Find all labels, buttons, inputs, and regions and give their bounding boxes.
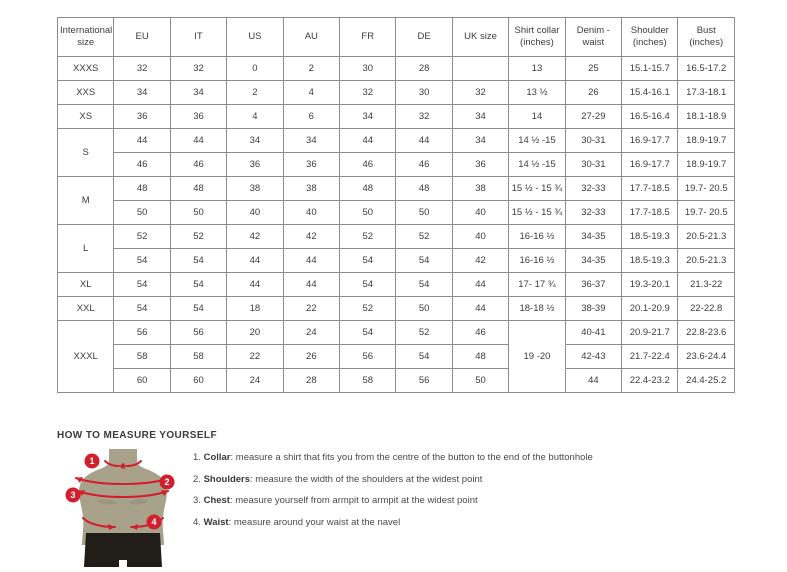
- mannequin-illustration: [59, 449, 187, 567]
- table-cell: 56: [170, 321, 226, 345]
- table-cell: 30-31: [565, 153, 621, 177]
- table-cell: 34: [114, 81, 170, 105]
- table-cell: 54: [396, 273, 452, 297]
- column-header: International size: [58, 18, 114, 57]
- table-cell: 44: [283, 273, 339, 297]
- table-cell: 4: [283, 81, 339, 105]
- table-cell: 46: [170, 153, 226, 177]
- table-cell: 54: [340, 273, 396, 297]
- table-cell: 34: [283, 129, 339, 153]
- badge-1-number: 1: [89, 456, 95, 467]
- table-cell: 22: [227, 345, 283, 369]
- table-cell: 21.3-22: [678, 273, 735, 297]
- column-header: DE: [396, 18, 452, 57]
- table-cell: 38-39: [565, 297, 621, 321]
- table-cell: 17- 17 ¾: [509, 273, 565, 297]
- table-cell: 15 ½ - 15 ¾: [509, 177, 565, 201]
- table-cell: 60: [114, 369, 170, 393]
- table-cell: 20.9-21.7: [622, 321, 678, 345]
- table-cell: 50: [396, 201, 452, 225]
- table-cell: 44: [114, 129, 170, 153]
- table-cell: 46: [114, 153, 170, 177]
- size-table-header-row: [58, 18, 735, 57]
- table-cell: 20.1-20.9: [622, 297, 678, 321]
- table-row: [58, 225, 735, 249]
- table-cell: 44: [340, 129, 396, 153]
- table-cell: XS: [58, 105, 114, 129]
- table-cell: 0: [227, 57, 283, 81]
- table-cell: 46: [396, 153, 452, 177]
- table-cell: 34-35: [565, 225, 621, 249]
- table-row: [58, 369, 735, 393]
- badge-4-number: 4: [151, 517, 157, 528]
- table-cell: 38: [227, 177, 283, 201]
- table-cell: 58: [340, 369, 396, 393]
- table-cell: 13 ½: [509, 81, 565, 105]
- table-cell: 18.9-19.7: [678, 153, 735, 177]
- table-cell: 20: [227, 321, 283, 345]
- table-cell: 24: [227, 369, 283, 393]
- table-cell: 32: [340, 81, 396, 105]
- table-cell: 52: [340, 297, 396, 321]
- measure-item-collar: [193, 452, 593, 463]
- column-header: FR: [340, 18, 396, 57]
- table-cell: 22.4-23.2: [622, 369, 678, 393]
- column-header: US: [227, 18, 283, 57]
- size-table-body: [58, 57, 735, 393]
- table-cell: 15 ½ - 15 ¾: [509, 201, 565, 225]
- table-cell: 34: [227, 129, 283, 153]
- table-cell: 54: [340, 321, 396, 345]
- table-cell: 36-37: [565, 273, 621, 297]
- table-cell: 4: [227, 105, 283, 129]
- table-row: [58, 153, 735, 177]
- table-cell: 14 ½ -15: [509, 153, 565, 177]
- item-text: : measure around your waist at the navel: [228, 516, 401, 528]
- table-cell: 16.9-17.7: [622, 153, 678, 177]
- table-cell: 30: [340, 57, 396, 81]
- table-cell: 23.6-24.4: [678, 345, 735, 369]
- table-cell: 34: [340, 105, 396, 129]
- table-cell: 52: [396, 225, 452, 249]
- table-cell: 18.5-19.3: [622, 249, 678, 273]
- table-cell: 18.9-19.7: [678, 129, 735, 153]
- table-cell: 24: [283, 321, 339, 345]
- table-cell: 56: [396, 369, 452, 393]
- table-cell: 42: [452, 249, 508, 273]
- table-cell: 21.7-22.4: [622, 345, 678, 369]
- table-cell: 13: [509, 57, 565, 81]
- table-cell: 27-29: [565, 105, 621, 129]
- table-cell: 54: [340, 249, 396, 273]
- table-row: [58, 345, 735, 369]
- table-cell: 44: [565, 369, 621, 393]
- measure-item-waist: [193, 517, 593, 528]
- column-header: Denim - waist: [565, 18, 621, 57]
- table-cell: 50: [340, 201, 396, 225]
- table-row: [58, 105, 735, 129]
- item-number: 4.: [193, 516, 201, 528]
- table-row: [58, 201, 735, 225]
- table-cell: 22-22.8: [678, 297, 735, 321]
- table-cell: 16-16 ½: [509, 225, 565, 249]
- table-cell: 54: [170, 273, 226, 297]
- table-cell: 19.7- 20.5: [678, 177, 735, 201]
- table-cell: 58: [114, 345, 170, 369]
- table-cell: 44: [452, 297, 508, 321]
- table-cell: 50: [396, 297, 452, 321]
- column-header: UK size: [452, 18, 508, 57]
- table-cell: 14 ½ -15: [509, 129, 565, 153]
- table-cell: 24.4-25.2: [678, 369, 735, 393]
- item-number: 1.: [193, 452, 201, 463]
- measure-section-title: HOW TO MEASURE YOURSELF: [57, 430, 217, 441]
- table-cell: 22: [283, 297, 339, 321]
- measure-item-chest: [193, 495, 593, 506]
- table-cell: 19.7- 20.5: [678, 201, 735, 225]
- column-header: Shoulder (inches): [622, 18, 678, 57]
- measure-item-shoulders: [193, 474, 593, 485]
- table-cell: 56: [114, 321, 170, 345]
- table-row: [58, 57, 735, 81]
- table-cell: 44: [170, 129, 226, 153]
- table-cell: 32: [170, 57, 226, 81]
- table-cell: 52: [340, 225, 396, 249]
- table-cell: 48: [114, 177, 170, 201]
- item-text: : measure a shirt that fits you from the centre of the button to the end of the buttonhole: [230, 452, 593, 463]
- column-header: EU: [114, 18, 170, 57]
- table-cell: 18: [227, 297, 283, 321]
- table-cell: 60: [170, 369, 226, 393]
- table-cell: 40: [452, 225, 508, 249]
- table-cell: 25: [565, 57, 621, 81]
- table-cell: 52: [396, 321, 452, 345]
- table-cell: 36: [227, 153, 283, 177]
- how-to-measure-section: [57, 430, 757, 567]
- table-cell: 48: [340, 177, 396, 201]
- table-cell: 17.3-18.1: [678, 81, 735, 105]
- table-cell: 42: [227, 225, 283, 249]
- table-cell: 44: [452, 273, 508, 297]
- table-cell: 50: [452, 369, 508, 393]
- table-cell: 56: [340, 345, 396, 369]
- item-number: 3.: [193, 495, 201, 506]
- table-cell: 34-35: [565, 249, 621, 273]
- item-text: : measure yourself from armpit to armpit at the widest point: [229, 495, 478, 506]
- item-term: Chest: [203, 495, 230, 506]
- table-cell: 52: [114, 225, 170, 249]
- table-cell: 48: [170, 177, 226, 201]
- table-cell: XXL: [58, 297, 114, 321]
- table-cell: 30: [396, 81, 452, 105]
- table-cell: 26: [565, 81, 621, 105]
- table-cell: 42-43: [565, 345, 621, 369]
- column-header: IT: [170, 18, 226, 57]
- table-cell: XXS: [58, 81, 114, 105]
- measurement-figure: [59, 449, 187, 567]
- badge-3-number: 3: [70, 490, 76, 501]
- table-cell: 6: [283, 105, 339, 129]
- table-cell: 40-41: [565, 321, 621, 345]
- table-cell: L: [58, 225, 114, 273]
- table-cell: 44: [227, 273, 283, 297]
- table-cell: 20.5-21.3: [678, 249, 735, 273]
- table-cell: 22.8-23.6: [678, 321, 735, 345]
- badge-2-number: 2: [164, 477, 170, 488]
- table-cell: 32: [452, 81, 508, 105]
- table-cell: M: [58, 177, 114, 225]
- item-term: Collar: [203, 452, 231, 463]
- table-cell: 16.9-17.7: [622, 129, 678, 153]
- table-cell: 48: [452, 345, 508, 369]
- mannequin-shorts: [84, 533, 162, 567]
- table-cell: S: [58, 129, 114, 177]
- table-cell: 54: [170, 249, 226, 273]
- table-cell: 54: [114, 249, 170, 273]
- table-cell: 34: [452, 105, 508, 129]
- table-cell: 32: [114, 57, 170, 81]
- size-chart: [57, 17, 735, 393]
- table-cell: 38: [452, 177, 508, 201]
- table-cell: 42: [283, 225, 339, 249]
- table-row: [58, 129, 735, 153]
- table-cell: 36: [114, 105, 170, 129]
- table-cell: 36: [170, 105, 226, 129]
- table-cell: 32-33: [565, 177, 621, 201]
- table-cell: 36: [452, 153, 508, 177]
- table-cell: 48: [396, 177, 452, 201]
- table-row: [58, 273, 735, 297]
- table-cell: 2: [283, 57, 339, 81]
- table-cell: 18-18 ½: [509, 297, 565, 321]
- table-row: [58, 81, 735, 105]
- table-cell: 14: [509, 105, 565, 129]
- table-cell: 19.3-20.1: [622, 273, 678, 297]
- table-cell: 52: [170, 225, 226, 249]
- table-cell: 54: [114, 297, 170, 321]
- table-cell: 17.7-18.5: [622, 177, 678, 201]
- table-cell: 54: [396, 345, 452, 369]
- table-cell: 40: [227, 201, 283, 225]
- item-term: Shoulders: [203, 473, 251, 485]
- table-cell: 50: [170, 201, 226, 225]
- table-cell: 46: [340, 153, 396, 177]
- table-cell: 38: [283, 177, 339, 201]
- table-cell: 16.5-17.2: [678, 57, 735, 81]
- table-cell: XXXL: [58, 321, 114, 393]
- table-cell: 15.1-15.7: [622, 57, 678, 81]
- column-header: Bust (inches): [678, 18, 735, 57]
- table-cell: [452, 57, 508, 81]
- table-cell: 44: [227, 249, 283, 273]
- item-number: 2.: [193, 473, 201, 485]
- table-cell: 16.5-16.4: [622, 105, 678, 129]
- table-cell: XXXS: [58, 57, 114, 81]
- table-cell: 44: [396, 129, 452, 153]
- table-cell: 32-33: [565, 201, 621, 225]
- table-cell: XL: [58, 273, 114, 297]
- table-cell: 46: [452, 321, 508, 345]
- table-cell: 40: [452, 201, 508, 225]
- table-cell: 19 -20: [509, 321, 565, 393]
- table-cell: 2: [227, 81, 283, 105]
- table-cell: 26: [283, 345, 339, 369]
- table-cell: 54: [170, 297, 226, 321]
- measure-instructions: [193, 449, 593, 567]
- table-row: [58, 321, 735, 345]
- table-cell: 18.1-18.9: [678, 105, 735, 129]
- table-cell: 15.4-16.1: [622, 81, 678, 105]
- table-cell: 20.5-21.3: [678, 225, 735, 249]
- table-cell: 36: [283, 153, 339, 177]
- table-row: [58, 249, 735, 273]
- column-header: Shirt collar (inches): [509, 18, 565, 57]
- column-header: AU: [283, 18, 339, 57]
- table-cell: 28: [396, 57, 452, 81]
- table-cell: 34: [452, 129, 508, 153]
- table-cell: 32: [396, 105, 452, 129]
- table-cell: 50: [114, 201, 170, 225]
- table-cell: 54: [114, 273, 170, 297]
- table-cell: 18.5-19.3: [622, 225, 678, 249]
- table-cell: 28: [283, 369, 339, 393]
- size-table: [57, 17, 735, 393]
- table-cell: 44: [283, 249, 339, 273]
- table-row: [58, 297, 735, 321]
- table-cell: 58: [170, 345, 226, 369]
- table-cell: 40: [283, 201, 339, 225]
- item-text: : measure the width of the shoulders at the widest point: [250, 473, 483, 485]
- table-row: [58, 177, 735, 201]
- table-cell: 54: [396, 249, 452, 273]
- table-cell: 16-16 ½: [509, 249, 565, 273]
- table-cell: 34: [170, 81, 226, 105]
- item-term: Waist: [203, 516, 229, 528]
- table-cell: 17.7-18.5: [622, 201, 678, 225]
- table-cell: 30-31: [565, 129, 621, 153]
